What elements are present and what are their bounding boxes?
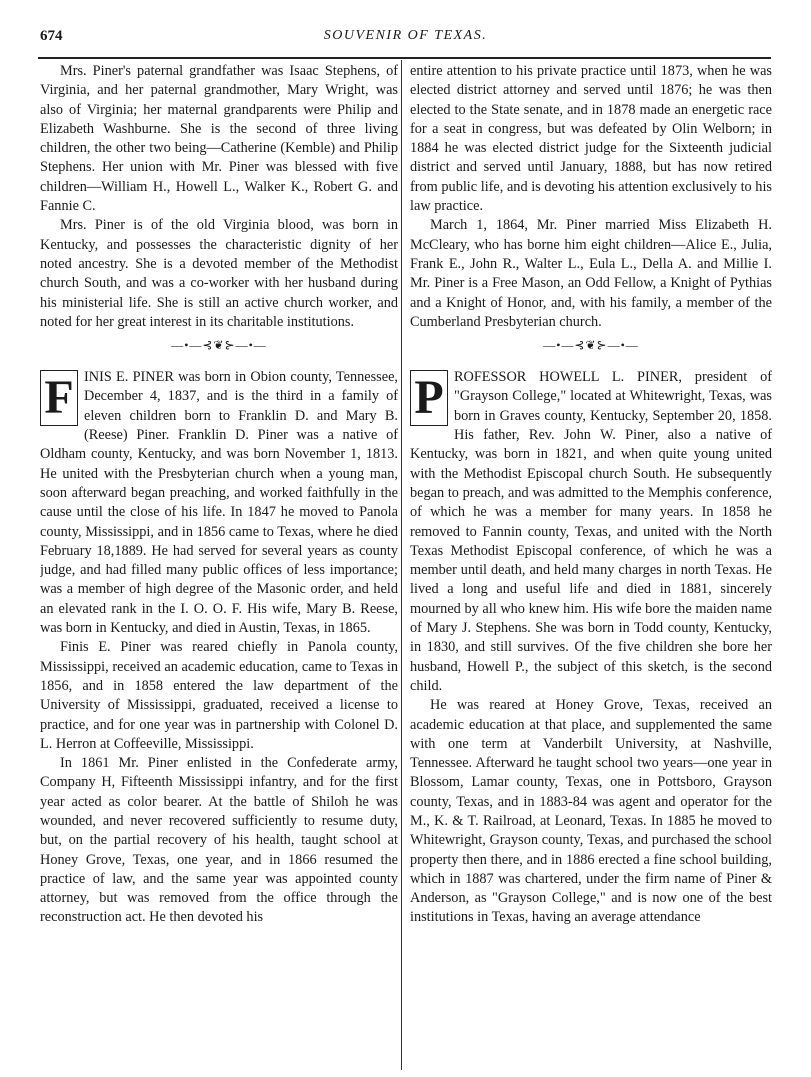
drop-cap: F: [40, 370, 78, 426]
biography-text: president of "Grayson College," located at Whitewright, Texas, was born in Graves county, Kentucky, September 20, 1858. His father, Rev. John W. Piner, also a native of Kentucky, was born in 1821, and when quite young united with the Methodist Episcopal church South. He subsequently began to preach, and was admitted to the Memphis conference, of which he was a member for many years. In 1858 he removed to Fannin county, Texas, and united with the North Texas Methodist Episcopal conference, of which he was a member until death, and held many charges in north Texas. He lived a long and useful life and died in 1881, sincerely mourned by all who knew him. His wife bore the maiden name of Mary J. Stephens. She was born in Todd county, Kentucky, in 1830, and still survives. Of the five children she bore her husband, Howell P., the subject of this sketch, is the second child.: [410, 369, 772, 694]
ornament-divider: —•—⊰❦⊱—•—: [171, 338, 267, 353]
biography-opening: [40, 368, 398, 638]
page-header: [0, 28, 811, 50]
ornament-divider: —•—⊰❦⊱—•—: [543, 338, 639, 353]
column-divider: [401, 60, 402, 1070]
paragraph: Finis E. Piner was reared chiefly in Panola county, Mississippi, received an academic education, came to Texas in 1856, and in 1858 entered the law department of the University of Mississippi, graduated, received a license to practice, and for one year was in partnership with Colonel D. L. Herron at Coffeeville, Mississippi.: [40, 639, 398, 752]
left-column: [40, 62, 398, 1077]
drop-cap: P: [410, 370, 448, 426]
paragraph: March 1, 1864, Mr. Piner married Miss Elizabeth H. McCleary, who has borne him eight children—Alice E., Julia, Frank E., John R., Walter L., Eula L., Della A. and Millie I. Mr. Piner is a Free Mason, an Odd Fellow, a Knight of Pythias and a Knight of Honor, and, with his family, a member of the Cumberland Presbyterian church.: [410, 217, 772, 330]
biography-name: INIS E. PINER: [84, 369, 174, 386]
biography-opening: [410, 368, 772, 696]
biography-name: ROFESSOR HOWELL L. PINER,: [454, 369, 682, 386]
paragraph: entire attention to his private practice until 1873, when he was elected district attorney and served until 1876; he was then elected to the State senate, and in 1878 made an energetic race for a seat in congress, but was defeated by Olin Welborn; in 1884 he was elected district judge for the Sixteenth judicial district and served until January, 1888, but has now retired from public life, and is devoting his attention exclusively to his law practice.: [410, 63, 772, 215]
page-number: 674: [40, 28, 63, 44]
right-column: [410, 62, 772, 1077]
paragraph: Mrs. Piner's paternal grandfather was Isaac Stephens, of Virginia, and her paternal grandmother, Mary Wright, was also of Virginia; her maternal grandparents were Philip and Elizabeth Washburne. She is the second of three living children, the other two being—Catherine (Kemble) and Philip Stephens. Her union with Mr. Piner was blessed with five children—William H., Howell L., Walker K., Robert G. and Fannie C.: [40, 63, 398, 215]
paragraph: Mrs. Piner is of the old Virginia blood, was born in Kentucky, and possesses the characteristic dignity of her noted ancestry. She is a devoted member of the Methodist church South, and was a co-worker with her husband during his ministerial life. She is still an active church worker, and noted for her great interest in its charitable institutions.: [40, 217, 398, 330]
header-rule: [38, 57, 771, 59]
running-title: SOUVENIR OF TEXAS.: [323, 28, 488, 43]
paragraph: He was reared at Honey Grove, Texas, received an academic education at that place, and supplemented the same with one term at Vanderbilt University, at Nashville, Tennessee. Afterward he taught school two years—one year in Blossom, Lamar county, Texas, one in Pottsboro, Grayson county, Texas, and in 1883-84 was agent and operator for the M., K. & T. Railroad, at Leonard, Texas. In 1885 he moved to Whitewright, Grayson county, Texas, and purchased the school property then there, and in 1886 erected a fine school building, which in 1887 was chartered, under the firm name of Piner & Anderson, as "Grayson College," and is now one of the best institutions in Texas, having an average attendance: [410, 697, 772, 926]
biography-text: was born in Obion county, Tennessee, December 4, 1837, and is the third in a family of eleven children born to Franklin D. and Mary B. (Reese) Piner. Franklin D. Piner was a native of Oldham county, Kentucky, and was born November 1, 1813. He united with the Presbyterian church when a young man, soon afterward began preaching, and worked faithfully in the cause until the close of his life. In 1847 he moved to Panola county, Mississippi, and in 1856 came to Texas, where he died February 18,1889. He had served for several years as county judge, and had filled many public offices of less importance; was a member of high degree of the Masonic order, and held an elevated rank in the I. O. O. F. His wife, Mary B. Reese, was born in Kentucky, and died in Austin, Texas, in 1865.: [40, 369, 398, 637]
paragraph: In 1861 Mr. Piner enlisted in the Confederate army, Company H, Fifteenth Mississippi infantry, and for the first year acted as color bearer. At the battle of Shiloh he was wounded, and never recovered sufficiently to resume duty, but, on the partial recovery of his health, taught school at Honey Grove, Texas, one year, and in 1866 resumed the practice of law, and the same year was appointed county attorney, but was removed from the office through the reconstruction act. He then devoted his: [40, 755, 398, 926]
